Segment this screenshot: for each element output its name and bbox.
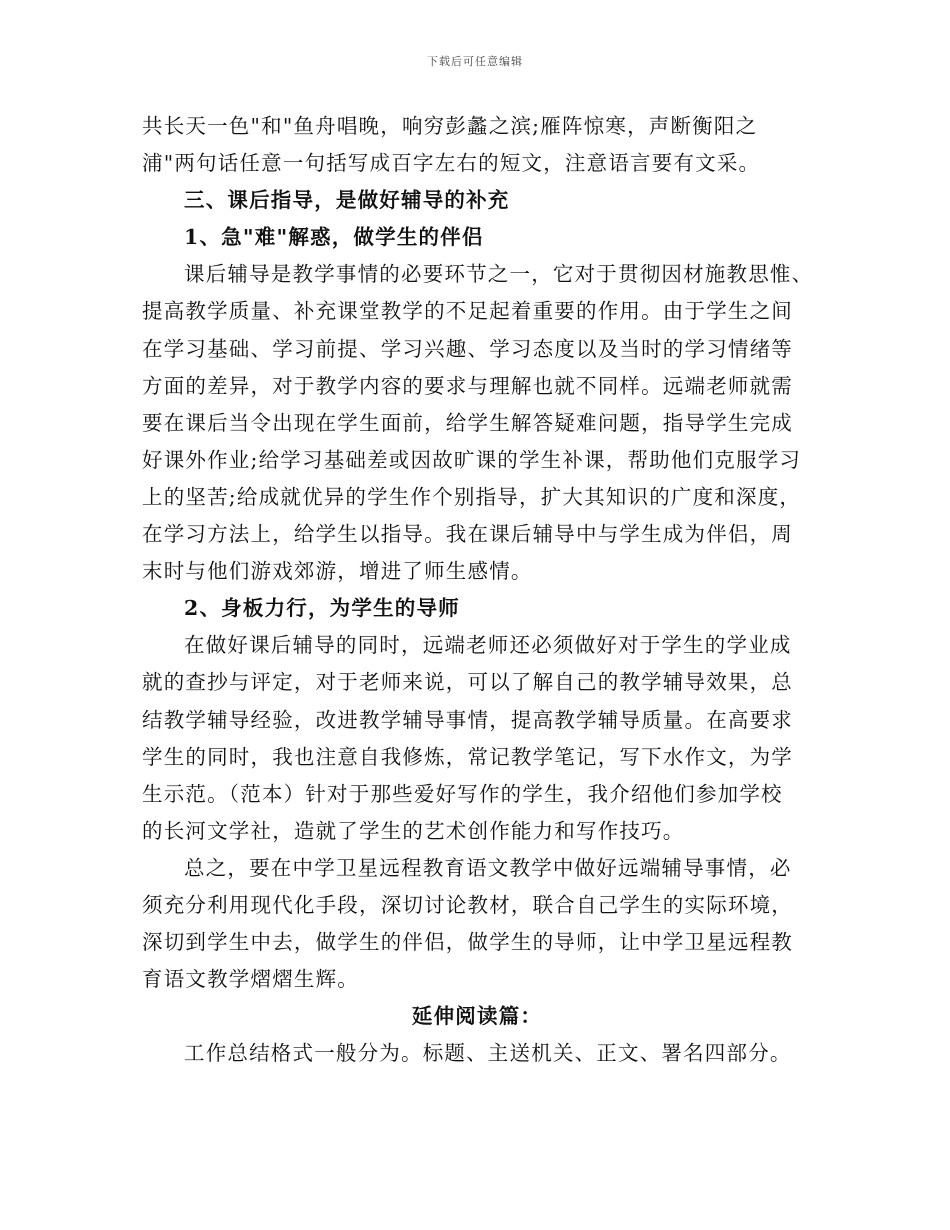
text-line: 共长天一色"和"鱼舟唱晚，响穷彭蠡之滨;雁阵惊寒，声断衡阳之 xyxy=(142,114,758,138)
text-line: 在做好课后辅导的同时，远端老师还必须做好对于学生的学业成 xyxy=(184,633,792,658)
text-line: 的长河文学社，造就了学生的艺术创作能力和写作技巧。 xyxy=(142,818,685,843)
text-line: 末时与他们游戏郊游，增进了师生感情。 xyxy=(142,559,533,584)
text-line: 要在课后当令出现在学生面前，给学生解答疑难问题，指导学生完成 xyxy=(142,410,793,435)
text-line: 就的查抄与评定，对于老师来说，可以了解自己的教学辅导效果，总 xyxy=(142,670,793,695)
text-line: 总之，要在中学卫星远程教育语文教学中做好远端辅导事情，必 xyxy=(184,855,792,880)
text-line: 方面的差异，对于教学内容的要求与理解也就不同样。远端老师就需 xyxy=(142,373,793,398)
text-line: 学生的同时，我也注意自我修炼，常记教学笔记，写下水作文，为学 xyxy=(142,744,793,769)
text-line: 在学习基础、学习前提、学习兴趣、学习态度以及当时的学习情绪等 xyxy=(142,336,793,361)
document-body xyxy=(142,108,812,1072)
text-line: 提高教学质量、补充课堂教学的不足起着重要的作用。由于学生之间 xyxy=(142,299,793,324)
text-line: 须充分利用现代化手段，深切讨论教材，联合自己学生的实际环境， xyxy=(142,892,793,917)
subsection-heading: 1、急"难"解惑，做学生的伴侣 xyxy=(184,225,484,250)
text-line: 好课外作业;给学习基础差或因故旷课的学生补课，帮助他们克服学习 xyxy=(142,447,802,472)
text-line: 结教学辅导经验，改进教学辅导事情，提高教学辅导质量。在高要求 xyxy=(142,707,793,732)
subsection-heading: 2、身板力行，为学生的导师 xyxy=(184,596,460,621)
text-line: 上的坚苦;给成就优异的学生作个别指导，扩大其知识的广度和深度， xyxy=(142,484,802,509)
text-line: 浦"两句话任意一句括写成百字左右的短文，注意语言要有文采。 xyxy=(142,151,761,176)
page-header: 下载后可任意编辑 xyxy=(427,55,523,68)
extended-reading-heading: 延伸阅读篇： xyxy=(411,1004,543,1029)
text-line: 深切到学生中去，做学生的伴侣，做学生的导师，让中学卫星远程教 xyxy=(142,930,793,955)
text-line: 生示范。（范本）针对于那些爱好写作的学生，我介绍他们参加学校 xyxy=(142,781,783,806)
section-heading: 三、课后指导，是做好辅导的补充 xyxy=(184,188,510,213)
text-line: 育语文教学熠熠生辉。 xyxy=(142,967,359,992)
text-line: 在学习方法上，给学生以指导。我在课后辅导中与学生成为伴侣，周 xyxy=(142,522,793,547)
text-line: 工作总结格式一般分为。标题、主送机关、正文、署名四部分。 xyxy=(184,1041,792,1066)
text-line: 课后辅导是教学事情的必要环节之一，它对于贯彻因材施教思惟、 xyxy=(184,262,814,287)
